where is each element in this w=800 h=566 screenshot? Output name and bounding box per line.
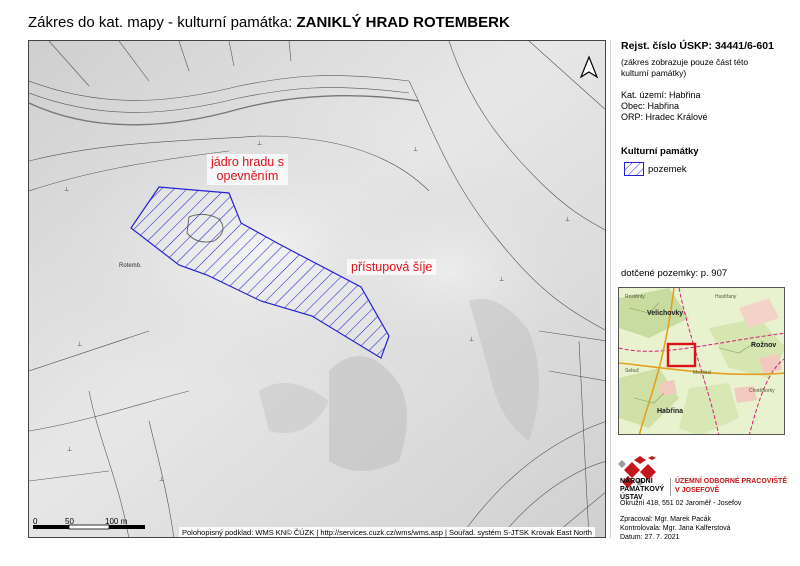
inset-place-rostenty: Rostěnty bbox=[625, 294, 645, 300]
hill-highlight-east bbox=[299, 161, 599, 381]
svg-text:⊥: ⊥ bbox=[77, 342, 83, 348]
svg-text:⊥: ⊥ bbox=[159, 477, 165, 483]
scale-label-50: 50 bbox=[65, 517, 74, 526]
inset-place-hustirany: Hustířany bbox=[715, 294, 737, 300]
label-access-neck: přístupová šíje bbox=[347, 259, 436, 275]
prepared-by: Zpracoval: Mgr. Marek Pacák bbox=[620, 516, 712, 523]
scale-label-0: 0 bbox=[33, 517, 38, 526]
label-castle-core-line1: jádro hradu s bbox=[211, 155, 284, 169]
map-canvas[interactable] bbox=[28, 40, 606, 538]
title-monument-name: ZANIKLÝ HRAD ROTEMBERK bbox=[296, 14, 510, 31]
overview-inset-map[interactable] bbox=[618, 287, 785, 435]
institution-name bbox=[620, 478, 670, 502]
org-line3: ÚSTAV bbox=[620, 494, 643, 502]
map-title bbox=[28, 14, 510, 31]
municipality: Obec: Habřina bbox=[621, 101, 680, 111]
svg-text:⊥: ⊥ bbox=[413, 147, 419, 153]
date: Datum: 27. 7. 2021 bbox=[620, 534, 680, 541]
legend-title: Kulturní památky bbox=[621, 146, 699, 157]
inset-map-graphic bbox=[619, 288, 785, 435]
inset-place-sebuc: Sebuč bbox=[625, 368, 640, 374]
svg-text:⊥: ⊥ bbox=[64, 187, 70, 193]
inset-place-mezilesi: Mezilesí bbox=[693, 370, 712, 376]
inset-place-habrina: Habřina bbox=[657, 408, 684, 415]
scope-note bbox=[621, 57, 781, 79]
institution-address: Okružní 418, 551 02 Jaroměř - Josefov bbox=[620, 500, 742, 507]
org-line2: PAMÁTKOVÝ bbox=[620, 486, 665, 494]
scope-note-line1: (zákres zobrazuje pouze část této bbox=[621, 57, 749, 67]
scale-label-100: 100 m bbox=[105, 517, 128, 526]
registration-number: Rejst. číslo ÚSKP: 34441/6-601 bbox=[621, 40, 774, 52]
department-name bbox=[670, 478, 800, 496]
svg-text:⊥: ⊥ bbox=[469, 337, 475, 343]
inset-place-velichovky: Velichovky bbox=[647, 310, 684, 317]
terrain-map bbox=[29, 41, 606, 538]
scale-bar bbox=[33, 517, 149, 537]
svg-text:⊥: ⊥ bbox=[565, 217, 571, 223]
label-castle-core bbox=[207, 154, 288, 185]
svg-text:⊥: ⊥ bbox=[499, 277, 505, 283]
org-line1: NÁRODNÍ bbox=[620, 478, 653, 485]
legend-hatch-swatch bbox=[624, 162, 644, 176]
checked-by: Kontrolovala: Mgr. Jana Kalferstová bbox=[620, 525, 731, 532]
inset-place-roznov: Rožnov bbox=[751, 342, 777, 349]
dept-line1: ÚZEMNÍ ODBORNÉ PRACOVIŠTĚ bbox=[675, 478, 788, 485]
svg-text:⊥: ⊥ bbox=[257, 141, 263, 147]
map-source-footnote: Polohopisný podklad: WMS KN© ČÚZK | http://services.cuzk.cz/wms/wms.asp | Souřad. systém S-JTSK Krovak East North bbox=[179, 527, 595, 538]
legend-item-parcel: pozemek bbox=[648, 164, 687, 175]
label-castle-core-line2: opevněním bbox=[216, 169, 279, 184]
label-hill: Rotemb. bbox=[119, 263, 142, 269]
affected-parcels: dotčené pozemky: p. 907 bbox=[621, 268, 728, 279]
title-prefix: Zákres do kat. mapy - kulturní památka: bbox=[28, 14, 297, 31]
cadastral-area: Kat. území: Habřina bbox=[621, 90, 701, 100]
orp: ORP: Hradec Králové bbox=[621, 112, 708, 122]
scope-note-line2: kulturní památky) bbox=[621, 68, 687, 79]
panel-divider bbox=[610, 40, 611, 538]
dept-line2: V JOSEFOVĚ bbox=[675, 486, 720, 494]
svg-text:⊥: ⊥ bbox=[67, 447, 73, 453]
inset-place-choteborky: Chotěborky bbox=[749, 388, 775, 394]
